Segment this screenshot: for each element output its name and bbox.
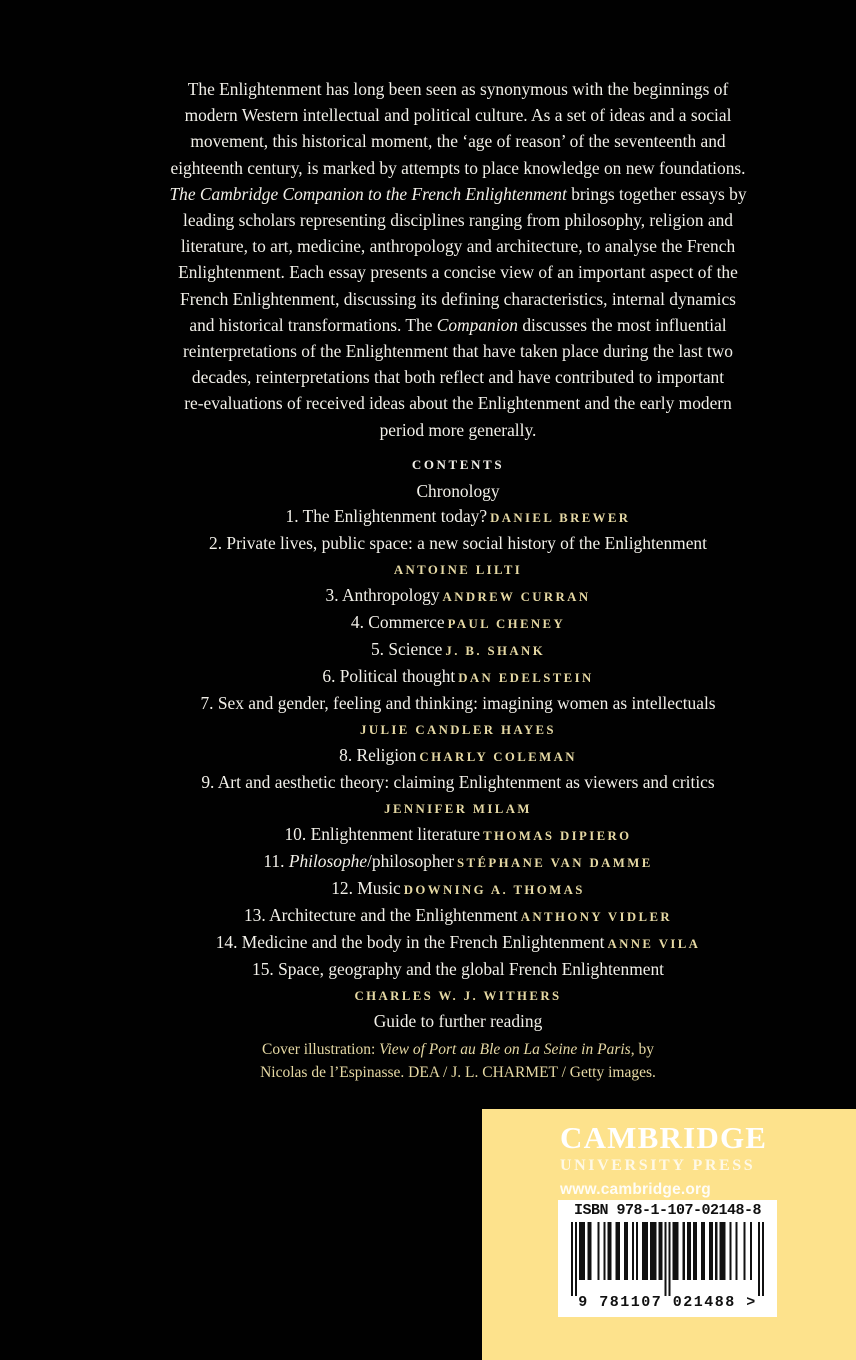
contents-line <box>85 903 831 930</box>
text-segment: ANNE VILA <box>607 937 701 951</box>
text-segment: PAUL CHENEY <box>447 617 566 631</box>
text-segment: JULIE CANDLER HAYES <box>360 723 556 737</box>
contents-line <box>85 479 831 504</box>
contents-line <box>85 957 831 982</box>
text-segment: movement, this historical moment, the ‘age of reason’ of the seventeenth and <box>190 131 726 152</box>
contents-line <box>85 556 831 583</box>
publisher-panel <box>482 1109 856 1360</box>
text-segment: discusses the most influential <box>517 314 727 335</box>
text-segment: 3. Anthropology <box>325 585 440 605</box>
text-segment: 2. Private lives, public space: a new social history of the Enlightenment <box>209 533 707 553</box>
text-segment: eighteenth century, is marked by attempts to place knowledge on new foundations. <box>170 157 746 178</box>
contents-line <box>85 637 831 664</box>
cambridge-logo <box>560 1122 782 1199</box>
text-segment: STÉPHANE VAN DAMME <box>457 856 653 870</box>
text-segment: 15. Space, geography and the global French Enlightenment <box>252 959 664 979</box>
text-segment: Companion <box>436 314 518 335</box>
contents-list <box>85 479 831 1034</box>
text-segment: ANTHONY VIDLER <box>520 910 673 924</box>
contents-line <box>85 583 831 610</box>
blurb-line <box>85 338 831 364</box>
contents-line <box>85 610 831 637</box>
contents-line <box>85 716 831 743</box>
text-segment: ANTOINE LILTI <box>393 563 523 577</box>
blurb-line <box>85 76 831 102</box>
cover-illustration-credit <box>85 1039 831 1084</box>
text-segment: 13. Architecture and the Enlightenment <box>243 905 518 925</box>
blurb-line <box>85 128 831 154</box>
text-segment: 1. The Enlightenment today? <box>285 506 488 526</box>
blurb-line <box>85 155 831 181</box>
contents-line <box>85 691 831 716</box>
text-segment: 12. Music <box>331 878 401 898</box>
contents-line <box>85 770 831 795</box>
blurb-line <box>85 181 831 207</box>
text-segment: DOWNING A. THOMAS <box>403 883 585 897</box>
contents-line <box>85 849 831 876</box>
barcode-digits: 9 781107 021488 > <box>578 1294 757 1311</box>
text-segment: French Enlightenment, discussing its defining characteristics, internal dynamics <box>180 288 736 309</box>
isbn-barcode-box <box>558 1200 777 1317</box>
contents-line <box>85 531 831 556</box>
blurb-line <box>85 286 831 312</box>
publisher-name: CAMBRIDGE <box>560 1120 768 1155</box>
text-segment: brings together essays by <box>566 183 747 204</box>
blurb-line <box>85 364 831 390</box>
text-segment: ANDREW CURRAN <box>442 590 591 604</box>
blurb-line <box>85 102 831 128</box>
contents-heading: CONTENTS <box>411 457 505 472</box>
text-segment: 8. Religion <box>339 745 417 765</box>
text-segment: DANIEL BREWER <box>490 511 631 525</box>
back-cover-blurb <box>85 76 831 443</box>
blurb-line <box>85 233 831 259</box>
blurb-line <box>85 390 831 416</box>
contents-line <box>85 664 831 691</box>
text-segment: /philosopher <box>367 851 455 871</box>
text-segment: 10. Enlightenment literature <box>284 824 481 844</box>
isbn-label: ISBN 978-1-107-02148-8 <box>573 1202 762 1219</box>
text-segment: Cover illustration: <box>262 1041 380 1058</box>
text-segment: DAN EDELSTEIN <box>458 671 594 685</box>
text-segment: and historical transformations. The <box>189 314 437 335</box>
barcode-icon <box>571 1222 764 1300</box>
text-segment: decades, reinterpretations that both reflect and have contributed to important <box>191 367 725 388</box>
contents-line <box>85 795 831 822</box>
publisher-url: www.cambridge.org <box>560 1181 711 1198</box>
contents-line <box>85 876 831 903</box>
contents-line <box>85 822 831 849</box>
text-segment: 4. Commerce <box>350 612 445 632</box>
credit-line <box>85 1039 831 1062</box>
text-segment: 14. Medicine and the body in the French Enlightenment <box>215 932 605 952</box>
text-segment: JENNIFER MILAM <box>384 802 532 816</box>
text-segment: Enlightenment. Each essay presents a concise view of an important aspect of the <box>178 262 738 283</box>
text-segment: J. B. SHANK <box>445 644 546 658</box>
text-segment: View of Port au Ble on La Seine in Paris <box>379 1041 631 1058</box>
text-segment: leading scholars representing disciplines ranging from philosophy, religion and <box>183 210 733 231</box>
contents-line <box>85 504 831 531</box>
text-segment: 6. Political thought <box>322 666 456 686</box>
blurb-line <box>85 207 831 233</box>
text-segment: 11. <box>263 851 289 871</box>
text-segment: The Enlightenment has long been seen as synonymous with the beginnings of <box>187 79 729 99</box>
blurb-line <box>85 312 831 338</box>
text-segment: period more generally. <box>379 419 537 440</box>
text-segment: 9. Art and aesthetic theory: claiming Enlightenment as viewers and critics <box>201 772 715 792</box>
text-segment: reinterpretations of the Enlightenment that have taken place during the last two <box>182 341 734 362</box>
text-segment: Guide to further reading <box>373 1011 543 1031</box>
text-segment: Chronology <box>416 481 500 501</box>
contents-line <box>85 1009 831 1034</box>
contents-line <box>85 982 831 1009</box>
text-segment: 7. Sex and gender, feeling and thinking: imagining women as intellectuals <box>200 693 716 713</box>
text-segment: re-evaluations of received ideas about the Enlightenment and the early modern <box>184 393 732 414</box>
blurb-line <box>85 417 831 443</box>
text-segment: 5. Science <box>370 639 443 659</box>
text-segment: literature, to art, medicine, anthropology and architecture, to analyse the French <box>180 236 736 257</box>
blurb-line <box>85 259 831 285</box>
text-segment: THOMAS DIPIERO <box>483 829 632 843</box>
text-segment: CHARLES W. J. WITHERS <box>354 989 562 1003</box>
text-segment: The Cambridge Companion to the French Enlightenment <box>169 183 567 204</box>
text-segment: CHARLY COLEMAN <box>419 750 577 764</box>
text-segment: , by <box>630 1041 654 1058</box>
text-segment: modern Western intellectual and political culture. As a set of ideas and a social <box>184 105 732 126</box>
contents-line <box>85 743 831 770</box>
text-segment: Nicolas de l’Espinasse. DEA / J. L. CHARMET / Getty images. <box>260 1063 656 1081</box>
credit-line <box>85 1062 831 1085</box>
publisher-subtitle: UNIVERSITY PRESS <box>560 1157 756 1174</box>
contents-line <box>85 930 831 957</box>
text-segment: Philosophe <box>288 851 368 871</box>
